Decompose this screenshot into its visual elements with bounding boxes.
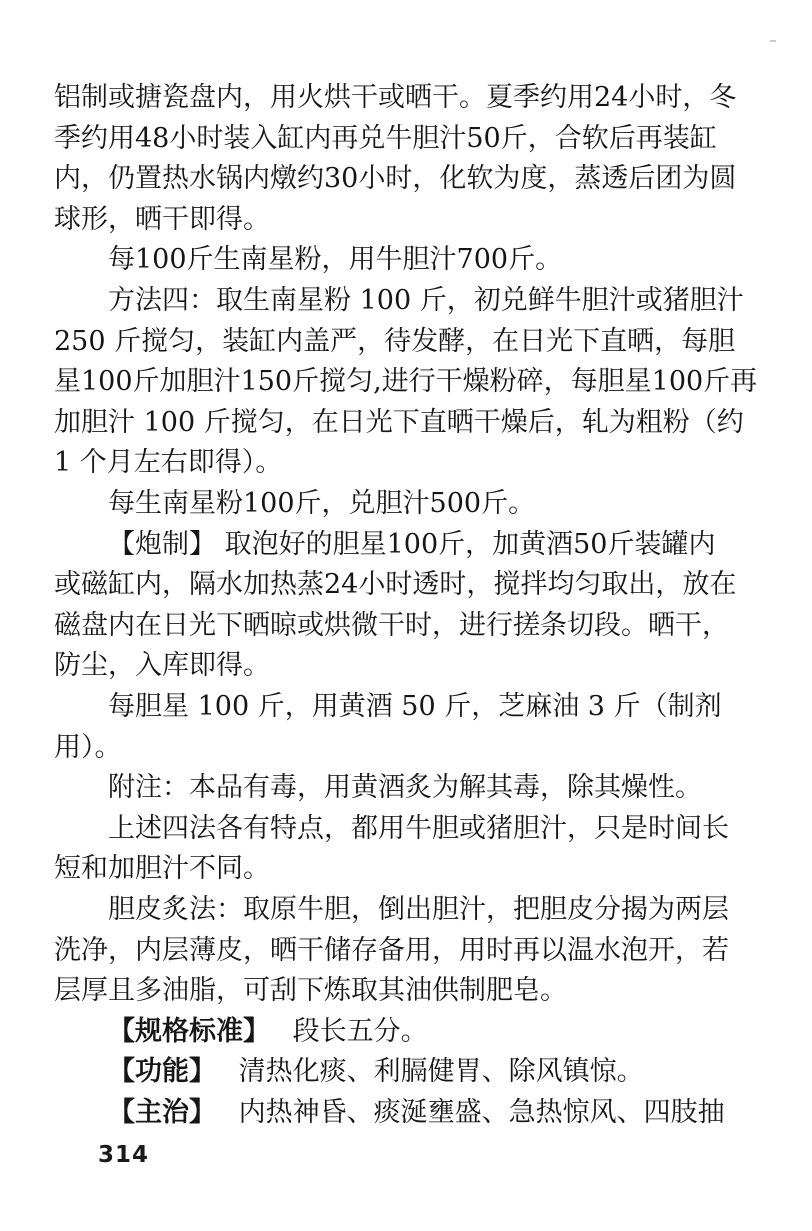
text-line-14: 磁盘内在日光下晒晾或烘微干时，进行搓条切段。晒干，: [54, 609, 729, 641]
text-line-9: 加胆汁 100 斤搅匀，在日光下直晒干燥后，轧为粗粉（约: [54, 406, 744, 438]
text-line-2: 季约用48小时装入缸内再兑牛胆汁50斤，合软后再装缸: [54, 122, 717, 154]
section-spec-text: 段长五分。: [292, 1015, 428, 1047]
margin-mark: [770, 40, 776, 42]
text-line-22: 洗净，内层薄皮，晒干储存备用，用时再以温水泡开，若: [54, 934, 729, 966]
text-line-11: 每生南星粉100斤，兑胆汁500斤。: [108, 488, 536, 519]
text-line-18: 附注：本品有毒，用黄酒炙为解其毒，除其燥性。: [108, 772, 702, 804]
text-line-1: 铝制或搪瓷盘内，用火烘干或晒干。夏季约用24小时，冬: [54, 82, 737, 113]
section-spec-label: 【规格标准】: [108, 1015, 270, 1047]
text-line-6: 方法四：取生南星粉 100 斤，初兑鲜牛胆汁或猪胆汁: [108, 285, 744, 316]
text-line-7: 250 斤搅匀，装缸内盖严，待发酵，在日光下直晒，每胆: [54, 325, 736, 357]
page-number: 314: [98, 1142, 150, 1168]
text-line-5: 每100斤生南星粉，用牛胆汁700斤。: [108, 244, 563, 276]
text-line-20: 短和加胆汁不同。: [54, 853, 270, 885]
section-indication: [108, 1093, 725, 1133]
text-line-15: 防尘，入库即得。: [54, 650, 270, 682]
text-line-8: 星100斤加胆汁150斤搅匀,进行干燥粉碎，每胆星100斤再: [54, 366, 758, 398]
section-function-text: 清热化痰、利膈健胃、除风镇惊。: [238, 1056, 644, 1088]
text-line-12: 【炮制】 取泡好的胆星100斤，加黄酒50斤装罐内: [108, 528, 716, 560]
section-indication-text: 内热神昏、痰涎壅盛、急热惊风、四肢抽: [238, 1097, 725, 1128]
section-spec: [108, 1012, 428, 1052]
section-function-label: 【功能】: [108, 1056, 216, 1088]
text-line-23: 层厚且多油脂，可刮下炼取其油供制肥皂。: [54, 975, 567, 1007]
text-line-19: 上述四法各有特点，都用牛胆或猪胆汁，只是时间长: [108, 812, 729, 844]
text-line-17: 用）。: [54, 731, 122, 763]
text-line-21: 胆皮炙法：取原牛胆，倒出胆汁，把胆皮分揭为两层: [108, 894, 729, 925]
text-line-3: 内，仍置热水锅内燉约30小时，化软为度，蒸透后团为圆: [54, 163, 737, 195]
text-line-16: 每胆星 100 斤，用黄酒 50 斤，芝麻油 3 斤（制剂: [108, 691, 722, 722]
section-indication-label: 【主治】: [108, 1097, 216, 1128]
text-line-10: 1 个月左右即得）。: [54, 447, 283, 479]
text-line-13: 或磁缸内，隔水加热蒸24小时透时，搅拌均匀取出，放在: [54, 569, 737, 601]
text-line-4: 球形，晒干即得。: [54, 203, 270, 235]
section-function: [108, 1052, 644, 1092]
